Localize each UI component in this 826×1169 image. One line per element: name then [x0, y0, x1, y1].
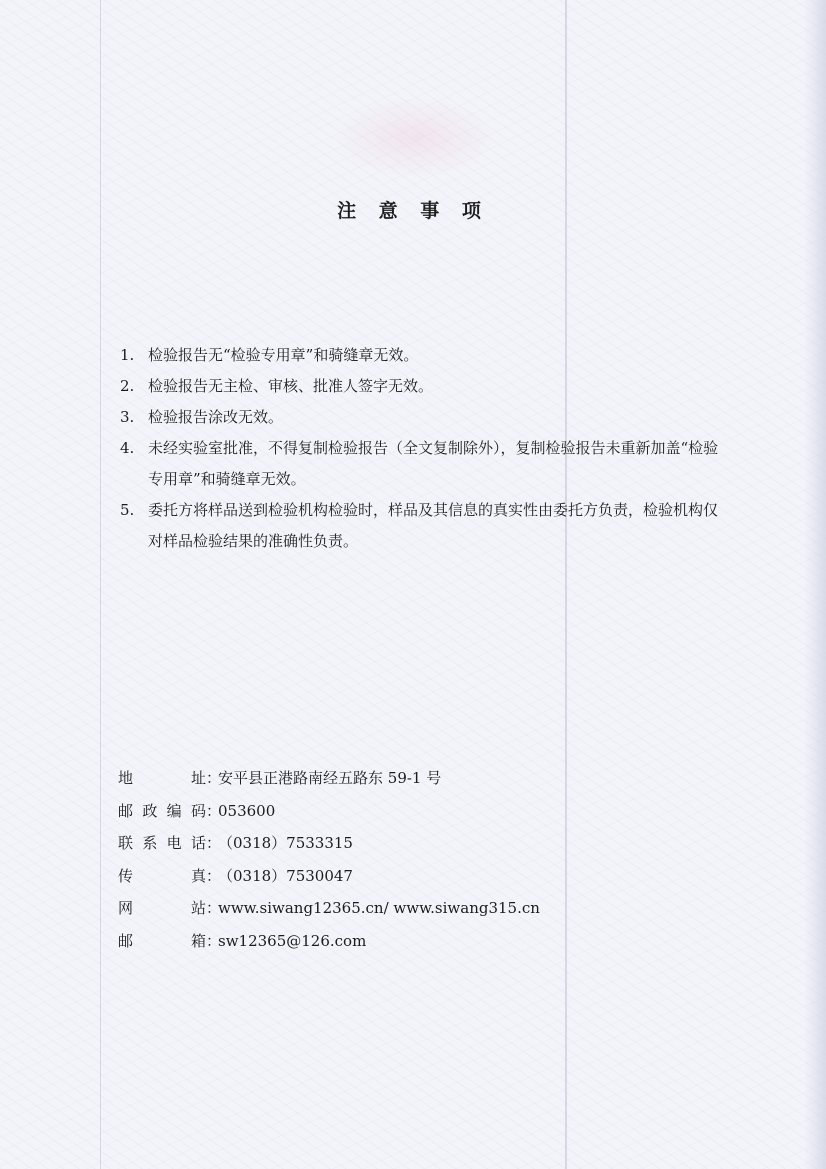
phone-label: 联系电话	[118, 834, 206, 852]
notice-number: 5.	[120, 501, 135, 519]
address-value: 安平县正港路南经五路东 59-1 号	[218, 769, 442, 787]
fax-value: （0318）7530047	[218, 866, 353, 885]
contact-row-website: 网 站 ： www.siwang12365.cn/ www.siwang315.cn	[118, 892, 540, 925]
contact-row-email: 邮 箱 ： sw12365@126.com	[118, 925, 540, 958]
email-label: 邮 箱	[118, 931, 206, 950]
page-edge-shadow	[804, 0, 826, 1169]
notice-item-1	[120, 340, 730, 371]
notice-list	[120, 340, 730, 557]
notice-text: 检验报告无主检、审核、批准人签字无效。	[148, 377, 434, 395]
phone-value: （0318）7533315	[218, 834, 353, 852]
contact-row-address: 地 址 ： 安平县正港路南经五路东 59-1 号	[118, 762, 540, 795]
contact-row-postcode: 邮政编码 ： 053600	[118, 795, 540, 828]
notice-number: 1.	[120, 346, 135, 364]
notice-item-5	[120, 495, 730, 557]
notice-item-3	[120, 402, 730, 433]
notice-number: 4.	[120, 439, 135, 457]
postcode-value: 053600	[218, 801, 276, 820]
address-label: 地 址	[118, 769, 206, 787]
contact-info	[118, 762, 540, 957]
notice-text: 委托方将样品送到检验机构检验时，样品及其信息的真实性由委托方负责，检验机构仅对样品检验结果的准确性负责。	[148, 501, 719, 550]
contact-row-fax: 传 真 ： （0318）7530047	[118, 860, 540, 893]
notice-number: 3.	[120, 408, 135, 426]
notice-text: 检验报告无“检验专用章”和骑缝章无效。	[148, 346, 419, 364]
email-value: sw12365@126.com	[218, 931, 367, 950]
notice-text: 检验报告涂改无效。	[148, 408, 284, 426]
website-value: www.siwang12365.cn/ www.siwang315.cn	[218, 899, 540, 917]
contact-row-phone: 联系电话 ： （0318）7533315	[118, 827, 540, 860]
page-title: 注 意 事 项	[337, 200, 489, 222]
faint-seal-impression	[330, 95, 500, 180]
postcode-label: 邮政编码	[118, 801, 206, 820]
notice-item-2	[120, 371, 730, 402]
page-fold-line-left	[100, 0, 101, 1169]
notice-text: 未经实验室批准，不得复制检验报告（全文复制除外），复制检验报告未重新加盖“检验专用章”和骑缝章无效。	[148, 439, 719, 488]
fax-label: 传 真	[118, 866, 206, 885]
page-fold-line-right	[565, 0, 567, 1169]
notice-number: 2.	[120, 377, 135, 395]
website-label: 网 站	[118, 899, 206, 917]
notice-item-4	[120, 433, 730, 495]
